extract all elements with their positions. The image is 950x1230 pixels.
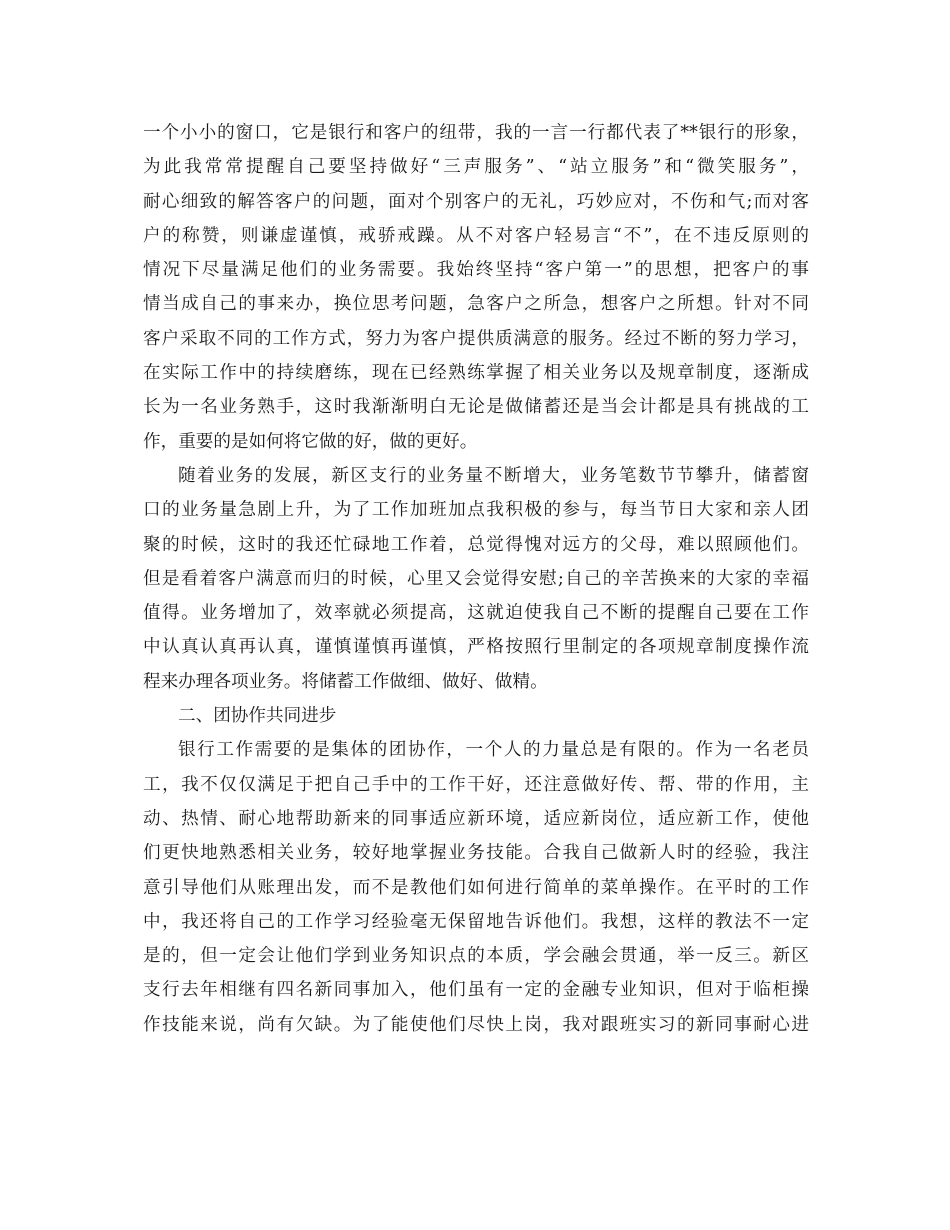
text-line: 们更快地熟悉相关业务，较好地掌握业务技能。合我自己做新人时的经验，我注 <box>143 843 809 864</box>
text-line: 一个小小的窗口，它是银行和客户的纽带，我的一言一行都代表了**银行的形象， <box>143 123 809 143</box>
text-line: 口的业务量急剧上升，为了工作加班加点我积极的参与，每当节日大家和亲人团 <box>143 500 809 521</box>
text-line: 情当成自己的事来办，换位思考问题，急客户之所急，想客户之所想。针对不同 <box>143 294 809 315</box>
text-line: 但是看着客户满意而归的时候，心里又会觉得安慰;自己的辛苦换来的大家的幸福 <box>143 568 809 589</box>
text-line: 聚的时候，这时的我还忙碌地工作着，总觉得愧对远方的父母，难以照顾他们。 <box>143 534 809 555</box>
section-heading-text: 二、团协作共同进步 <box>178 706 337 727</box>
text-line: 值得。业务增加了，效率就必须提高，这就迫使我自己不断的提醒自己要在工作 <box>143 603 809 624</box>
text-line: 在实际工作中的持续磨练，现在已经熟练掌握了相关业务以及规章制度，逐渐成 <box>143 363 809 384</box>
text-line: 是的，但一定会让他们学到业务知识点的本质，学会融会贯通，举一反三。新区 <box>143 946 809 967</box>
paragraph-3 <box>143 733 809 1042</box>
text-line: 耐心细致的解答客户的问题，面对个别客户的无礼，巧妙应对，不伤和气;而对客 <box>143 191 809 212</box>
text-line: 为此我常常提醒自己要坚持做好“三声服务”、“站立服务”和“微笑服务”， <box>143 157 809 178</box>
text-line: 情况下尽量满足他们的业务需要。我始终坚持“客户第一”的思想，把客户的事 <box>143 260 809 281</box>
text-line: 程来办理各项业务。将储蓄工作做细、做好、做精。 <box>143 671 548 692</box>
paragraph-1 <box>143 116 809 459</box>
text-line: 随着业务的发展，新区支行的业务量不断增大，业务笔数节节攀升，储蓄窗 <box>178 465 809 486</box>
document-body <box>143 116 809 1042</box>
text-line: 工，我不仅仅满足于把自己手中的工作干好，还注意做好传、帮、带的作用，主 <box>143 774 809 795</box>
text-line: 作技能来说，尚有欠缺。为了能使他们尽快上岗，我对跟班实习的新同事耐心进 <box>143 1014 809 1035</box>
text-line: 中认真认真再认真，谨慎谨慎再谨慎，严格按照行里制定的各项规章制度操作流 <box>143 637 809 658</box>
text-line: 意引导他们从账理出发，而不是教他们如何进行简单的菜单操作。在平时的工作 <box>143 877 809 898</box>
text-line: 作，重要的是如何将它做的好，做的更好。 <box>143 431 478 452</box>
text-line: 户的称赞，则谦虚谨慎，戒骄戒躁。从不对客户轻易言“不”，在不违反原则的 <box>143 225 809 246</box>
text-line: 长为一名业务熟手，这时我渐渐明白无论是做储蓄还是当会计都是具有挑战的工 <box>143 397 809 418</box>
text-line: 银行工作需要的是集体的团协作，一个人的力量总是有限的。作为一名老员 <box>178 740 809 761</box>
text-line: 支行去年相继有四名新同事加入，他们虽有一定的金融专业知识，但对于临柜操 <box>143 980 809 1001</box>
text-line: 中，我还将自己的工作学习经验毫无保留地告诉他们。我想，这样的教法不一定 <box>143 911 809 932</box>
text-line: 动、热情、耐心地帮助新来的同事适应新环境，适应新岗位，适应新工作，使他 <box>143 808 809 829</box>
text-line: 客户采取不同的工作方式，努力为客户提供质满意的服务。经过不断的努力学习， <box>143 328 809 349</box>
paragraph-2 <box>143 459 809 699</box>
section-heading <box>143 699 809 733</box>
